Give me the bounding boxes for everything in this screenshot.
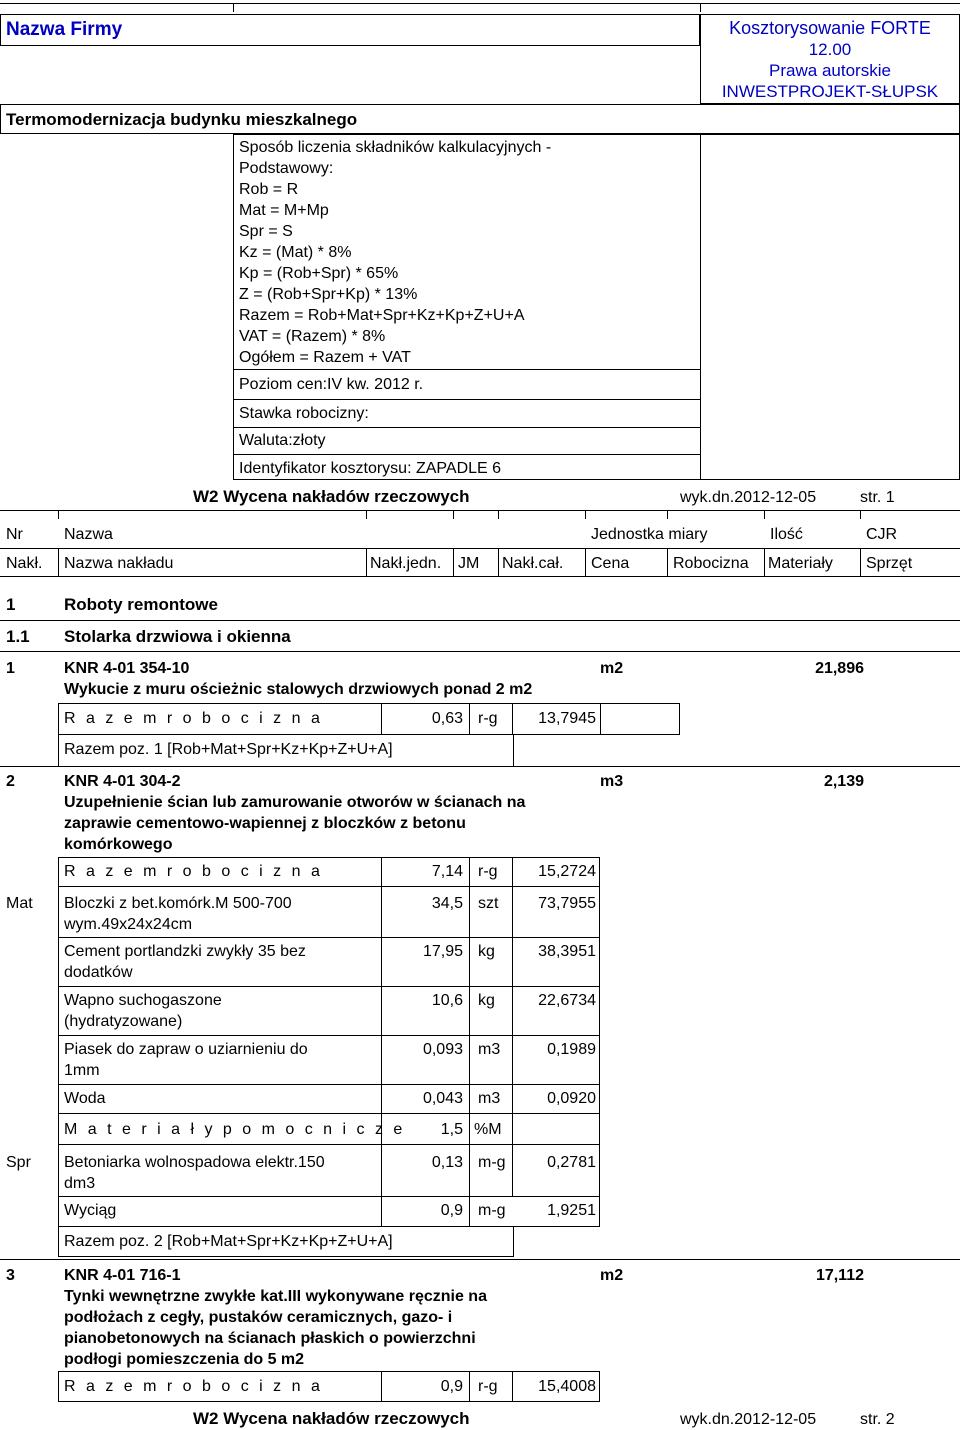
material-jm: kg	[478, 992, 495, 1009]
position-3-labor-label: R a z e m r o b o c i z n a	[64, 1378, 323, 1395]
equipment-name: Wyciąg	[64, 1202, 117, 1219]
settings-line: VAT = (Razem) * 8%	[239, 328, 386, 345]
material-name: wym.49x24x24cm	[64, 916, 193, 933]
material-name: dodatków	[64, 964, 133, 981]
position-3-desc-line4: podłogi pomieszczenia do 5 m2	[64, 1351, 305, 1368]
equipment-name: Betoniarka wolnospadowa elektr.150	[64, 1154, 325, 1171]
position-3-desc-line2: podłożach z cegły, pustaków ceramicznych, gazo- i	[64, 1309, 453, 1326]
col-nakl-cal: Nakł.cał.	[502, 555, 564, 572]
footer-section-title: W2 Wycena nakładów rzeczowych	[193, 1409, 470, 1428]
material-name: (hydratyzowane)	[64, 1013, 183, 1030]
position-1-nr: 1	[6, 660, 15, 677]
position-2-code: KNR 4-01 304-2	[64, 773, 181, 790]
col-qty: Ilość	[770, 526, 803, 543]
col-materialy: Materiały	[768, 555, 833, 572]
col-cjr: CJR	[866, 526, 898, 543]
position-3-labor-total: 15,4008	[538, 1378, 596, 1395]
col-cena: Cena	[591, 555, 630, 572]
print-date: wyk.dn.2012-12-05	[680, 489, 817, 506]
col-nazwa-nakladu: Nazwa nakładu	[64, 555, 174, 572]
position-2-qty: 2,139	[823, 773, 864, 790]
settings-line: Razem = Rob+Mat+Spr+Kz+Kp+Z+U+A	[239, 307, 525, 324]
equipment-label: Spr	[6, 1154, 31, 1171]
settings-line: Kp = (Rob+Spr) * 65%	[239, 265, 399, 282]
subchapter-nr: 1.1	[6, 627, 30, 646]
settings-line: Mat = M+Mp	[239, 202, 329, 219]
col-nakl-jedn: Nakł.jedn.	[370, 555, 442, 572]
position-2-labor-total: 15,2724	[538, 863, 596, 880]
material-total: 0,0920	[547, 1090, 596, 1107]
col-jm: JM	[458, 555, 480, 572]
chapter-name: Roboty remontowe	[64, 595, 218, 614]
material-total: 38,3951	[538, 943, 596, 960]
equipment-norm: 0,13	[431, 1154, 463, 1171]
position-2-labor-jm: r-g	[478, 863, 498, 880]
position-3-desc-line3: pianobetonowych na ścianach płaskich o powierzchni	[64, 1330, 476, 1347]
currency: Waluta:złoty	[239, 432, 326, 449]
material-jm: kg	[478, 943, 495, 960]
material-name: Cement portlandzki zwykły 35 bez	[64, 943, 306, 960]
position-1-unit: m2	[600, 660, 624, 677]
aux-materials-norm: 1,5	[440, 1121, 463, 1138]
material-name: Wapno suchogaszone	[64, 992, 222, 1009]
settings-line: Ogółem = Razem + VAT	[239, 349, 411, 366]
software-line1: Kosztorysowanie FORTE	[729, 18, 931, 38]
position-2-desc-line3: komórkowego	[64, 836, 173, 853]
settings-line: Sposób liczenia składników kalkulacyjnych -	[239, 139, 552, 156]
project-title: Termomodernizacja budynku mieszkalnego	[6, 110, 358, 129]
material-norm: 34,5	[431, 895, 463, 912]
material-total: 22,6734	[538, 992, 596, 1009]
col-nakl: Nakł.	[6, 555, 43, 572]
equipment-total: 1,9251	[547, 1202, 596, 1219]
position-3-code: KNR 4-01 716-1	[64, 1267, 181, 1284]
estimate-id: Identyfikator kosztorysu: ZAPADLE 6	[239, 460, 502, 477]
position-2-summary: Razem poz. 2 [Rob+Mat+Spr+Kz+Kp+Z+U+A]	[64, 1233, 393, 1250]
material-norm: 0,043	[422, 1090, 463, 1107]
materials-label: Mat	[6, 895, 33, 912]
settings-line: Spr = S	[239, 223, 293, 240]
material-norm: 10,6	[431, 992, 463, 1009]
position-2-desc-line2: zaprawie cementowo-wapiennej z bloczków z betonu	[64, 815, 466, 832]
position-3-unit: m2	[600, 1267, 624, 1284]
settings-line: Podstawowy:	[239, 160, 334, 177]
col-sprzet: Sprzęt	[866, 555, 913, 572]
software-line2: 12.00	[808, 40, 852, 59]
software-line4: INWESTPROJEKT-SŁUPSK	[721, 82, 939, 101]
position-3-desc-line1: Tynki wewnętrzne zwykłe kat.III wykonywane ręcznie na	[64, 1288, 487, 1305]
position-1-code: KNR 4-01 354-10	[64, 660, 190, 677]
equipment-jm: m-g	[478, 1202, 506, 1219]
position-1-summary: Razem poz. 1 [Rob+Mat+Spr+Kz+Kp+Z+U+A]	[64, 741, 393, 758]
position-1-desc: Wykucie z muru ościeżnic stalowych drzwiowych ponad 2 m2	[64, 681, 533, 698]
position-2-desc-line1: Uzupełnienie ścian lub zamurowanie otworów w ścianach na	[64, 794, 526, 811]
chapter-nr: 1	[6, 595, 16, 614]
footer-print-date: wyk.dn.2012-12-05	[680, 1411, 817, 1428]
company-name: Nazwa Firmy	[6, 19, 123, 40]
position-3-nr: 3	[6, 1267, 15, 1284]
material-total: 0,1989	[547, 1041, 596, 1058]
price-level: Poziom cen:IV kw. 2012 r.	[239, 376, 424, 393]
col-robocizna: Robocizna	[673, 555, 749, 572]
material-name: Piasek do zapraw o uziarnieniu do	[64, 1041, 308, 1058]
equipment-norm: 0,9	[440, 1202, 463, 1219]
labor-rate: Stawka robocizny:	[239, 405, 369, 422]
col-nazwa: Nazwa	[64, 526, 113, 543]
position-1-labor-label: R a z e m r o b o c i z n a	[64, 710, 323, 727]
material-name: 1mm	[64, 1062, 100, 1079]
position-2-labor-norm: 7,14	[431, 863, 463, 880]
position-1-labor-jm: r-g	[478, 710, 498, 727]
settings-line: Rob = R	[239, 181, 299, 198]
position-3-labor-norm: 0,9	[440, 1378, 463, 1395]
material-jm: szt	[478, 895, 499, 912]
material-norm: 17,95	[422, 943, 463, 960]
position-3-labor-jm: r-g	[478, 1378, 498, 1395]
material-name: Bloczki z bet.komórk.M 500-700	[64, 895, 292, 912]
position-3-qty: 17,112	[815, 1267, 864, 1284]
position-1-qty: 21,896	[815, 660, 864, 677]
equipment-total: 0,2781	[547, 1154, 596, 1171]
settings-line: Z = (Rob+Spr+Kp) * 13%	[239, 286, 418, 303]
section-title: W2 Wycena nakładów rzeczowych	[193, 487, 470, 506]
aux-materials-label: M a t e r i a ł y p o m o c n i c z e	[64, 1121, 406, 1138]
page-number: str. 1	[860, 489, 895, 506]
footer-page-number: str. 2	[860, 1411, 895, 1428]
position-1-labor-total: 13,7945	[538, 710, 596, 727]
col-unit: Jednostka miary	[591, 526, 708, 543]
material-jm: m3	[478, 1041, 501, 1058]
material-jm: m3	[478, 1090, 501, 1107]
material-total: 73,7955	[538, 895, 596, 912]
equipment-jm: m-g	[478, 1154, 506, 1171]
position-2-unit: m3	[600, 773, 624, 790]
settings-line: Kz = (Mat) * 8%	[239, 244, 352, 261]
col-nr: Nr	[6, 526, 23, 543]
position-2-nr: 2	[6, 773, 15, 790]
material-name: Woda	[64, 1090, 106, 1107]
equipment-name: dm3	[64, 1175, 96, 1192]
material-norm: 0,093	[422, 1041, 463, 1058]
position-1-labor-norm: 0,63	[431, 710, 463, 727]
aux-materials-jm: %M	[474, 1121, 502, 1138]
software-line3: Prawa autorskie	[769, 61, 891, 80]
subchapter-name: Stolarka drzwiowa i okienna	[64, 627, 291, 646]
position-2-labor-label: R a z e m r o b o c i z n a	[64, 863, 323, 880]
